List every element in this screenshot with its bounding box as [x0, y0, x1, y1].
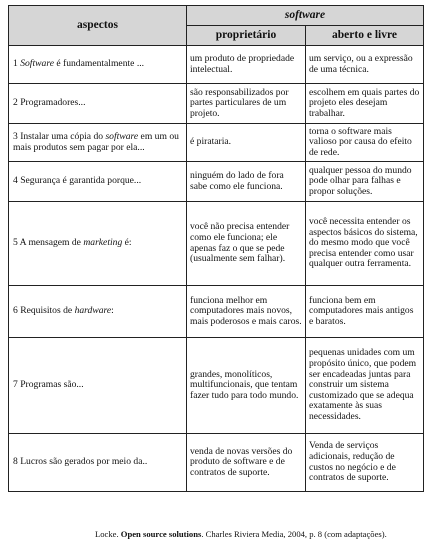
- table-row: [9, 162, 424, 202]
- aspect-text-end: é fundamentalmente ...: [53, 58, 145, 70]
- proprietary-cell: são responsabilizados por partes particulares de um projeto.: [187, 84, 306, 124]
- citation-title: Open source solutions: [120, 529, 202, 539]
- open-free-cell: funciona bem em computadores mais antigos e baratos.: [306, 286, 424, 338]
- table-row: [9, 286, 424, 338]
- open-free-cell: pequenas unidades com um propósito único, que podem ser encadeadas juntas para construir um sistema customizado que se adequa exatamente às suas necessidades.: [306, 338, 424, 434]
- proprietary-cell: um produto de propriedade intelectual.: [187, 46, 306, 84]
- aspect-number: 8: [13, 456, 18, 468]
- aspect-text-start: Requisitos de: [17, 305, 75, 317]
- table-row: [9, 46, 424, 84]
- comparison-table-container: [8, 5, 423, 492]
- table-row: [9, 434, 424, 492]
- aspect-text-start: Programas são...: [17, 379, 84, 391]
- table-row: [9, 84, 424, 124]
- proprietary-cell: você não precisa entender como ele funciona; ele apenas faz o que se pede (usualmente sem falhar).: [187, 202, 306, 286]
- aspect-number: 2: [13, 97, 18, 109]
- aspect-text-end: em um ou mais produtos sem pagar por ela...: [13, 130, 179, 153]
- open-free-cell: escolhem em quais partes do projeto eles desejam trabalhar.: [306, 84, 424, 124]
- aspect-cell: [9, 286, 187, 338]
- aspect-cell: [9, 162, 187, 202]
- comparison-table: [8, 5, 424, 492]
- header-proprietario: proprietário: [187, 26, 306, 46]
- aspect-number: 7: [13, 379, 18, 391]
- header-aspectos: aspectos: [9, 6, 187, 46]
- aspect-text-start: Programadores...: [17, 97, 86, 109]
- proprietary-cell: funciona melhor em computadores mais novos, mais poderosos e mais caros.: [187, 286, 306, 338]
- table-row: [9, 202, 424, 286]
- header-software: software: [187, 6, 424, 26]
- aspect-number: 5: [13, 237, 18, 249]
- aspect-number: 1: [13, 58, 18, 70]
- aspect-text-end: :: [111, 305, 114, 317]
- aspect-number: 4: [13, 175, 18, 187]
- aspect-cell: [9, 124, 187, 162]
- citation-author: Locke.: [95, 529, 121, 539]
- table-row: [9, 338, 424, 434]
- aspect-text-start: Instalar uma cópia do: [17, 130, 106, 142]
- proprietary-cell: grandes, monolíticos, multifuncionais, que tentam fazer tudo para todo mundo.: [187, 338, 306, 434]
- source-citation: [95, 529, 387, 539]
- aspect-cell: [9, 338, 187, 434]
- open-free-cell: torna o software mais valioso por causa do efeito de rede.: [306, 124, 424, 162]
- aspect-number: 6: [13, 305, 18, 317]
- aspect-cell: [9, 46, 187, 84]
- open-free-cell: um serviço, ou a expressão de uma técnica.: [306, 46, 424, 84]
- header-aberto-livre: aberto e livre: [306, 26, 424, 46]
- aspect-cell: [9, 202, 187, 286]
- proprietary-cell: ninguém do lado de fora sabe como ele funciona.: [187, 162, 306, 202]
- aspect-text-start: Lucros são gerados por meio da..: [17, 456, 148, 468]
- aspect-text-start: Segurança é garantida porque...: [17, 175, 142, 187]
- aspect-cell: [9, 84, 187, 124]
- aspect-text-start: A mensagem de: [17, 237, 84, 249]
- aspect-text-italic: hardware: [74, 305, 112, 317]
- aspect-number: 3: [13, 130, 18, 142]
- table-row: [9, 124, 424, 162]
- aspect-cell: [9, 434, 187, 492]
- aspect-text-italic: marketing: [83, 237, 123, 249]
- open-free-cell: qualquer pessoa do mundo pode olhar para falhas e propor soluções.: [306, 162, 424, 202]
- aspect-text-italic: software: [105, 130, 139, 142]
- header-row-top: [9, 6, 424, 26]
- aspect-text-end: é:: [122, 237, 132, 249]
- citation-rest: . Charles Riviera Media, 2004, p. 8 (com adaptações).: [201, 529, 387, 539]
- open-free-cell: Venda de serviços adicionais, redução de custos no negócio e de contratos de suporte.: [306, 434, 424, 492]
- open-free-cell: você necessita entender os aspectos básicos do sistema, do mesmo modo que você precisa entender como usar qualquer outra ferramenta.: [306, 202, 424, 286]
- proprietary-cell: venda de novas versões do produto de software e de contratos de suporte.: [187, 434, 306, 492]
- proprietary-cell: é pirataria.: [187, 124, 306, 162]
- aspect-text-italic: Software: [20, 58, 54, 70]
